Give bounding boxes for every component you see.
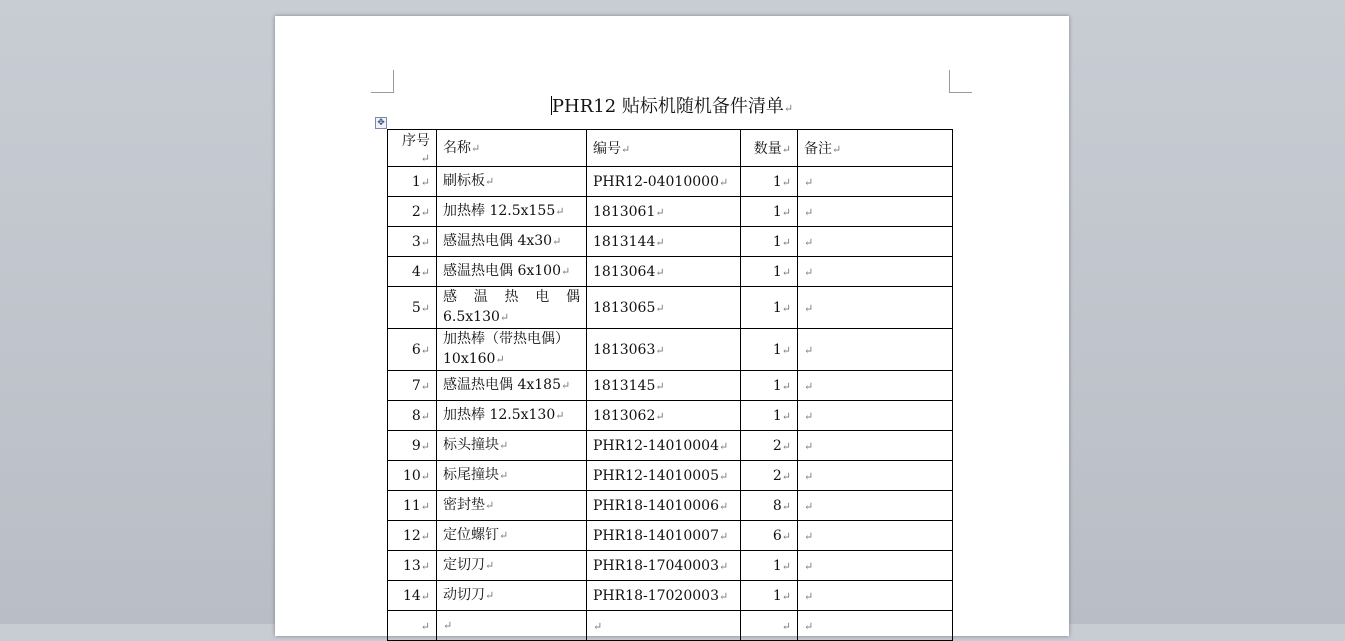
table-cell-note[interactable] [798, 227, 953, 257]
cell-text: 6 [411, 341, 421, 358]
cell-text: PHR12-14010004 [593, 437, 719, 454]
table-cell-code[interactable] [587, 491, 741, 521]
paragraph-mark-icon: ↵ [621, 143, 631, 156]
paragraph-mark-icon: ↵ [781, 343, 791, 357]
cell-text: 1 [772, 263, 782, 280]
cell-text: 定位螺钉 [443, 527, 499, 543]
paragraph-mark-icon: ↵ [655, 301, 665, 315]
paragraph-mark-icon: ↵ [485, 589, 495, 602]
paragraph-mark-icon: ↵ [718, 439, 729, 453]
table-cell-qty[interactable] [741, 611, 798, 641]
cell-text: 动切刀 [443, 587, 485, 603]
table-cell-no[interactable] [388, 581, 437, 611]
table-row [388, 611, 953, 641]
column-header-label: 序号 [402, 133, 430, 149]
paragraph-mark-icon: ↵ [420, 559, 430, 573]
paragraph-mark-icon: ↵ [804, 589, 814, 603]
column-header[interactable] [741, 130, 798, 167]
table-cell-code[interactable] [587, 227, 741, 257]
paragraph-mark-icon: ↵ [781, 469, 791, 483]
cell-text: 密封垫 [443, 497, 485, 513]
paragraph-mark-icon: ↵ [420, 343, 430, 357]
cell-text: 加热棒 12.5x155 [443, 203, 556, 219]
table-row [388, 491, 953, 521]
table-row [388, 257, 953, 287]
cell-text: 13 [402, 557, 421, 574]
paragraph-mark-icon: ↵ [804, 529, 814, 543]
cell-text: 1 [411, 173, 421, 190]
table-cell-no[interactable] [388, 287, 437, 329]
cell-text: 1 [772, 173, 782, 190]
table-cell-qty[interactable] [741, 581, 798, 611]
table-row [388, 401, 953, 431]
table-cell-qty[interactable] [741, 167, 798, 197]
paragraph-mark-icon: ↵ [485, 559, 495, 572]
paragraph-mark-icon: ↵ [420, 235, 430, 249]
paragraph-mark-icon: ↵ [781, 205, 791, 219]
paragraph-mark-icon: ↵ [781, 265, 791, 279]
cell-text: 2 [772, 437, 782, 454]
paragraph-mark-icon: ↵ [555, 409, 565, 422]
document-title[interactable] [275, 92, 1069, 118]
cell-text: 1813144 [593, 233, 656, 250]
cell-text: 3 [411, 233, 421, 250]
paragraph-mark-icon: ↵ [804, 265, 814, 279]
table-cell-code[interactable] [587, 521, 741, 551]
table-cell-note[interactable] [798, 521, 953, 551]
cell-text-continued: 10x160 [443, 351, 496, 367]
paragraph-mark-icon: ↵ [781, 559, 791, 573]
table-cell-note[interactable] [798, 329, 953, 371]
margin-corner-top-left [371, 70, 394, 93]
table-cell-note[interactable] [798, 431, 953, 461]
cell-text: 12 [402, 527, 421, 544]
paragraph-mark-icon: ↵ [718, 559, 729, 573]
paragraph-mark-icon: ↵ [804, 205, 814, 219]
table-cell-name[interactable] [437, 521, 587, 551]
cell-text: 8 [772, 497, 782, 514]
paragraph-mark-icon: ↵ [655, 409, 665, 423]
table-cell-name[interactable] [437, 461, 587, 491]
paragraph-mark-icon: ↵ [781, 619, 791, 633]
table-cell-note[interactable] [798, 491, 953, 521]
paragraph-mark-icon: ↵ [804, 343, 814, 357]
table-cell-note[interactable] [798, 197, 953, 227]
table-cell-no[interactable] [388, 401, 437, 431]
paragraph-mark-icon: ↵ [420, 379, 430, 393]
cell-text: PHR12-04010000 [593, 173, 719, 190]
table-cell-code[interactable] [587, 431, 741, 461]
table-cell-note[interactable] [798, 611, 953, 641]
paragraph-mark-icon: ↵ [655, 265, 665, 279]
paragraph-mark-icon: ↵ [485, 175, 495, 188]
spare-parts-table[interactable] [387, 129, 953, 641]
paragraph-mark-icon: ↵ [420, 175, 430, 189]
cell-text: 感温热电偶 4x30 [443, 233, 553, 249]
table-cell-code[interactable] [587, 287, 741, 329]
paragraph-mark-icon: ↵ [718, 499, 729, 513]
paragraph-mark-icon: ↵ [560, 379, 571, 392]
cell-text: 1 [772, 299, 782, 316]
cell-text: 感 温 热 电 偶 [443, 289, 580, 305]
table-cell-qty[interactable] [741, 371, 798, 401]
table-cell-note[interactable] [798, 551, 953, 581]
table-cell-no[interactable] [388, 551, 437, 581]
paragraph-mark-icon: ↵ [552, 235, 562, 248]
table-cell-name[interactable] [437, 401, 587, 431]
column-header-label: 备注 [804, 141, 832, 157]
paragraph-mark-icon: ↵ [443, 619, 453, 632]
paragraph-mark-icon: ↵ [499, 439, 509, 452]
paragraph-mark-icon: ↵ [499, 311, 510, 324]
table-cell-code[interactable] [587, 257, 741, 287]
table-cell-no[interactable] [388, 461, 437, 491]
cell-text: 5 [411, 299, 421, 316]
paragraph-mark-icon: ↵ [781, 143, 791, 156]
paragraph-mark-icon: ↵ [655, 379, 665, 393]
cell-text: 刷标板 [443, 173, 485, 189]
table-cell-no[interactable] [388, 521, 437, 551]
column-header[interactable] [587, 130, 741, 167]
paragraph-mark-icon: ↵ [499, 529, 509, 542]
cell-text: 1813065 [593, 299, 656, 316]
table-row [388, 287, 953, 329]
cell-text: 感温热电偶 6x100 [443, 263, 561, 279]
document-page[interactable] [275, 16, 1069, 636]
table-cell-qty[interactable] [741, 287, 798, 329]
cell-text: 7 [411, 377, 421, 394]
cell-text: 1 [772, 587, 782, 604]
table-cell-code[interactable] [587, 461, 741, 491]
table-cell-code[interactable] [587, 401, 741, 431]
table-row [388, 551, 953, 581]
paragraph-mark-icon: ↵ [804, 439, 814, 453]
cell-text: 11 [402, 497, 421, 514]
paragraph-mark-icon: ↵ [781, 379, 791, 393]
paragraph-mark-icon: ↵ [555, 205, 565, 218]
paragraph-mark-icon: ↵ [781, 529, 791, 543]
table-cell-code[interactable] [587, 197, 741, 227]
cell-text: 10 [402, 467, 421, 484]
paragraph-mark-icon: ↵ [420, 439, 430, 453]
table-cell-no[interactable] [388, 197, 437, 227]
table-row [388, 461, 953, 491]
table-cell-note[interactable] [798, 581, 953, 611]
table-cell-qty[interactable] [741, 431, 798, 461]
table-cell-qty[interactable] [741, 551, 798, 581]
table-cell-note[interactable] [798, 257, 953, 287]
paragraph-mark-icon: ↵ [420, 409, 430, 423]
cell-text: 定切刀 [443, 557, 485, 573]
cell-text: 1 [772, 377, 782, 394]
cell-text: 14 [402, 587, 421, 604]
cell-text: 4 [411, 263, 421, 280]
margin-corner-top-right [949, 70, 972, 93]
table-cell-note[interactable] [798, 401, 953, 431]
table-cell-name[interactable] [437, 581, 587, 611]
paragraph-mark-icon: ↵ [718, 529, 729, 543]
table-cell-name[interactable] [437, 257, 587, 287]
cell-text: 1813064 [593, 263, 656, 280]
table-row [388, 329, 953, 371]
table-cell-code[interactable] [587, 167, 741, 197]
table-cell-note[interactable] [798, 461, 953, 491]
cell-text: 标尾撞块 [443, 467, 499, 483]
table-cell-no[interactable] [388, 371, 437, 401]
table-row [388, 197, 953, 227]
cell-text: 1 [772, 557, 782, 574]
table-row [388, 167, 953, 197]
paragraph-mark-icon: ↵ [804, 235, 814, 249]
paragraph-mark-icon: ↵ [804, 559, 814, 573]
table-cell-qty[interactable] [741, 257, 798, 287]
title-text: PHR12 贴标机随机备件清单 [551, 96, 784, 117]
cell-text: 1813063 [593, 341, 656, 358]
paragraph-mark-icon: ↵ [804, 409, 814, 423]
cell-text: 1 [772, 203, 782, 220]
table-cell-name[interactable] [437, 227, 587, 257]
paragraph-mark-icon: ↵ [718, 175, 729, 189]
table-header-row [388, 130, 953, 167]
table-cell-note[interactable] [798, 371, 953, 401]
table-cell-qty[interactable] [741, 401, 798, 431]
table-cell-name[interactable] [437, 329, 587, 371]
paragraph-mark-icon: ↵ [718, 589, 729, 603]
table-cell-qty[interactable] [741, 329, 798, 371]
column-header[interactable] [798, 130, 953, 167]
cell-text: 1813062 [593, 407, 656, 424]
cell-text: 感温热电偶 4x185 [443, 377, 561, 393]
cell-text: 2 [411, 203, 421, 220]
table-cell-name[interactable] [437, 197, 587, 227]
paragraph-mark-icon: ↵ [781, 301, 791, 315]
table-cell-no[interactable] [388, 227, 437, 257]
table-cell-no[interactable] [388, 329, 437, 371]
paragraph-mark-icon: ↵ [804, 469, 814, 483]
table-cell-name[interactable] [437, 551, 587, 581]
paragraph-mark-icon: ↵ [420, 589, 430, 603]
cell-text: 1813145 [593, 377, 656, 394]
table-cell-name[interactable] [437, 431, 587, 461]
paragraph-mark-icon: ↵ [781, 499, 791, 513]
column-header-label: 数量 [753, 141, 782, 157]
paragraph-mark-icon: ↵ [420, 205, 430, 219]
cell-text: PHR18-17040003 [593, 557, 719, 574]
cell-text: 加热棒 12.5x130 [443, 407, 556, 423]
cell-text: PHR18-14010007 [593, 527, 719, 544]
table-cell-no[interactable] [388, 431, 437, 461]
paragraph-mark-icon: ↵ [655, 343, 665, 357]
table-row [388, 431, 953, 461]
paragraph-mark-icon: ↵ [420, 619, 430, 633]
table-cell-code[interactable] [587, 581, 741, 611]
column-header-label: 名称 [443, 139, 471, 156]
table-cell-qty[interactable] [741, 521, 798, 551]
paragraph-mark-icon: ↵ [804, 499, 814, 513]
cell-text: 1 [772, 341, 782, 358]
paragraph-mark-icon: ↵ [781, 439, 791, 453]
paragraph-mark-icon: ↵ [420, 152, 430, 165]
paragraph-mark-icon: ↵ [471, 141, 481, 155]
paragraph-mark-icon: ↵ [560, 265, 571, 278]
cell-text: PHR18-14010006 [593, 497, 719, 514]
paragraph-mark-icon: ↵ [804, 175, 814, 189]
table-cell-qty[interactable] [741, 197, 798, 227]
table-cell-no[interactable] [388, 257, 437, 287]
column-header[interactable] [437, 130, 587, 167]
table-cell-name[interactable] [437, 611, 587, 641]
cell-text-continued: 6.5x130 [443, 309, 500, 325]
table-cell-code[interactable] [587, 611, 741, 641]
table-cell-code[interactable] [587, 551, 741, 581]
cell-text: 1813061 [593, 203, 656, 220]
paragraph-mark-icon: ↵ [781, 175, 791, 189]
paragraph-mark-icon: ↵ [781, 235, 791, 249]
paragraph-mark-icon: ↵ [718, 469, 729, 483]
table-row [388, 371, 953, 401]
table-move-handle-icon[interactable]: ✥ [375, 117, 387, 129]
table-cell-qty[interactable] [741, 461, 798, 491]
paragraph-mark-icon: ↵ [420, 499, 430, 513]
paragraph-mark-icon: ↵ [781, 409, 791, 423]
paragraph-mark-icon: ↵ [420, 529, 430, 543]
cell-text: 6 [772, 527, 782, 544]
table-cell-code[interactable] [587, 371, 741, 401]
table-cell-name[interactable] [437, 491, 587, 521]
cell-text: 8 [411, 407, 421, 424]
table-row [388, 581, 953, 611]
table-cell-qty[interactable] [741, 227, 798, 257]
cell-text: 9 [411, 437, 421, 454]
paragraph-mark-icon: ↵ [804, 619, 814, 633]
paragraph-mark-icon: ↵ [593, 619, 603, 633]
paragraph-mark-icon: ↵ [655, 205, 665, 219]
cell-text: PHR12-14010005 [593, 467, 719, 484]
paragraph-mark-icon: ↵ [485, 499, 495, 512]
table-row [388, 521, 953, 551]
column-header[interactable] [388, 130, 437, 167]
cell-text: 2 [772, 467, 782, 484]
paragraph-mark-icon: ↵ [420, 469, 430, 483]
paragraph-mark-icon: ↵ [783, 102, 794, 115]
paragraph-mark-icon: ↵ [804, 379, 814, 393]
cell-text: 1 [772, 233, 782, 250]
table-cell-name[interactable] [437, 167, 587, 197]
table-cell-qty[interactable] [741, 491, 798, 521]
table-cell-no[interactable] [388, 167, 437, 197]
cell-text: 1 [772, 407, 782, 424]
cell-text: PHR18-17020003 [593, 587, 719, 604]
table-cell-no[interactable] [388, 611, 437, 641]
table-cell-name[interactable] [437, 287, 587, 329]
paragraph-mark-icon: ↵ [781, 589, 791, 603]
table-row [388, 227, 953, 257]
table-cell-no[interactable] [388, 491, 437, 521]
table-cell-note[interactable] [798, 167, 953, 197]
cell-text: 标头撞块 [443, 437, 499, 453]
column-header-label: 编号 [593, 141, 621, 157]
paragraph-mark-icon: ↵ [495, 353, 505, 366]
paragraph-mark-icon: ↵ [655, 235, 665, 249]
table-cell-code[interactable] [587, 329, 741, 371]
paragraph-mark-icon: ↵ [420, 301, 430, 315]
paragraph-mark-icon: ↵ [832, 143, 842, 156]
paragraph-mark-icon: ↵ [804, 301, 814, 315]
paragraph-mark-icon: ↵ [499, 469, 509, 482]
table-cell-name[interactable] [437, 371, 587, 401]
paragraph-mark-icon: ↵ [420, 265, 430, 279]
table-cell-note[interactable] [798, 287, 953, 329]
cell-text: 加热棒（带热电偶） [443, 331, 569, 347]
